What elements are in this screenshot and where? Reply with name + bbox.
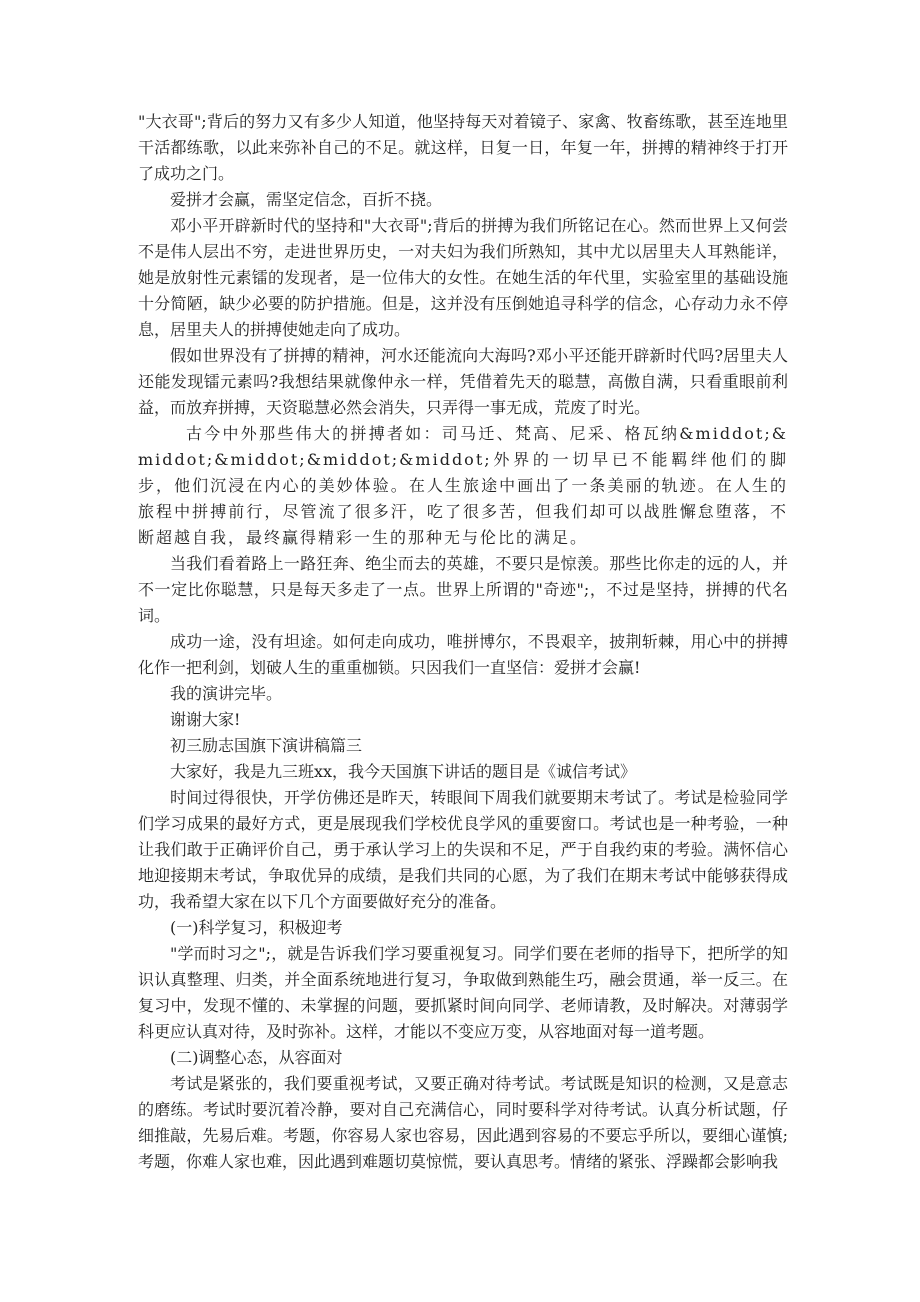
- paragraph-exam-intro: 时间过得很快，开学仿佛还是昨天，转眼间下周我们就要期末考试了。考试是检验同学们学习成果的最好方式，更是展现我们学校优良学风的重要窗口。考试也是一种考验，一种让我们敢于正确评价自己，勇于承认学习上的失误和不足，严于自我约束的考验。满怀信心地迎接期末考试，争取优异的成绩，是我们共同的心愿，为了我们在期末考试中能够获得成功，我希望大家在以下几个方面要做好充分的准备。: [138, 788, 788, 911]
- paragraph-greeting: 大家好，我是九三班xx，我今天国旗下讲话的题目是《诚信考试》: [170, 762, 637, 781]
- paragraph-dayige-effort: "大衣哥";背后的努力又有多少人知道，他坚持每天对着镜子、家禽、牧畜练歌，甚至连地里干活都练歌，以此来弥补自己的不足。就这样，日复一日，年复一年，拼搏的精神终于打开了成功之门。: [138, 112, 788, 183]
- subheading-review: (一)科学复习，积极迎考: [170, 918, 343, 937]
- paragraph-aipin-belief: 爱拼才会赢，需坚定信念，百折不挠。: [170, 190, 443, 209]
- section-heading-part-three: 初三励志国旗下演讲稿篇三: [170, 736, 363, 755]
- document-body: [138, 109, 788, 1175]
- paragraph-heroes: 当我们看着路上一路狂奔、绝尘而去的英雄，不要只是惊羡。那些比你走的远的人，并不一定比你聪慧，只是每天多走了一点。世界上所谓的"奇迹";，不过是坚持，拼搏的代名词。: [138, 554, 788, 625]
- paragraph-path-to-success: 成功一途，没有坦途。如何走向成功，唯拼博尔，不畏艰辛，披荆斩棘，用心中的拼搏化作一把利剑，划破人生的重重枷锁。只因我们一直坚信：爱拼才会赢!: [138, 632, 788, 677]
- paragraph-curie: 邓小平开辟新时代的坚持和"大衣哥";背后的拼搏为我们所铭记在心。然而世界上又何尝不是伟人层出不穷，走进世界历史，一对夫妇为我们所熟知，其中尤以居里夫人耳熟能详，她是放射性元素镭的发现者，是一位伟大的女性。在她生活的年代里，实验室里的基础设施十分简陋，缺少必要的防护措施。但是，这并没有压倒她追寻科学的信念，心存动力永不停息，居里夫人的拼搏使她走向了成功。: [138, 216, 788, 339]
- paragraph-review: "学而时习之";，就是告诉我们学习要重视复习。同学们要在老师的指导下，把所学的知识认真整理、归类，并全面系统地进行复习，争取做到熟能生巧，融会贯通，举一反三。在复习中，发现不懂的、未掌握的问题，要抓紧时间向同学、老师请教，及时解决。对薄弱学科更应认真对待，及时弥补。这样，才能以不变应万变，从容地面对每一道考题。: [138, 944, 788, 1041]
- paragraph-thanks: 谢谢大家!: [170, 710, 241, 729]
- paragraph-speech-end: 我的演讲完毕。: [170, 684, 283, 703]
- paragraph-great-strivers: 古今中外那些伟大的拼搏者如：司马迁、梵高、尼采、格瓦纳&middot;&middot;&middot;&middot;&middot;外界的一切早已不能羁绊他们的脚步，他们沉浸在内心的美妙体验。在人生旅途中画出了一条美丽的轨迹。在人生的旅程中拼搏前行，尽管流了很多汗，吃了很多苦，但我们却可以战胜懈怠堕落，不断超越自我，最终赢得精彩一生的那种无与伦比的满足。: [138, 424, 788, 547]
- paragraph-mindset: 考试是紧张的，我们要重视考试，又要正确对待考试。考试既是知识的检测，又是意志的磨练。考试时要沉着冷静，要对自己充满信心，同时要科学对待考试。认真分析试题，仔细推敲，先易后难。考题，你容易人家也容易，因此遇到容易的不要忘乎所以，要细心谨慎;考题，你难人家也难，因此遇到难题切莫惊慌，要认真思考。情绪的紧张、浮躁都会影响我: [138, 1074, 788, 1171]
- subheading-mindset: (二)调整心态，从容面对: [170, 1048, 343, 1067]
- paragraph-without-striving: 假如世界没有了拼搏的精神，河水还能流向大海吗?邓小平还能开辟新时代吗?居里夫人还能发现镭元素吗?我想结果就像仲永一样，凭借着先天的聪慧，高傲自满，只看重眼前利益，而放弃拼搏，天资聪慧必然会消失，只弄得一事无成，荒废了时光。: [138, 346, 788, 417]
